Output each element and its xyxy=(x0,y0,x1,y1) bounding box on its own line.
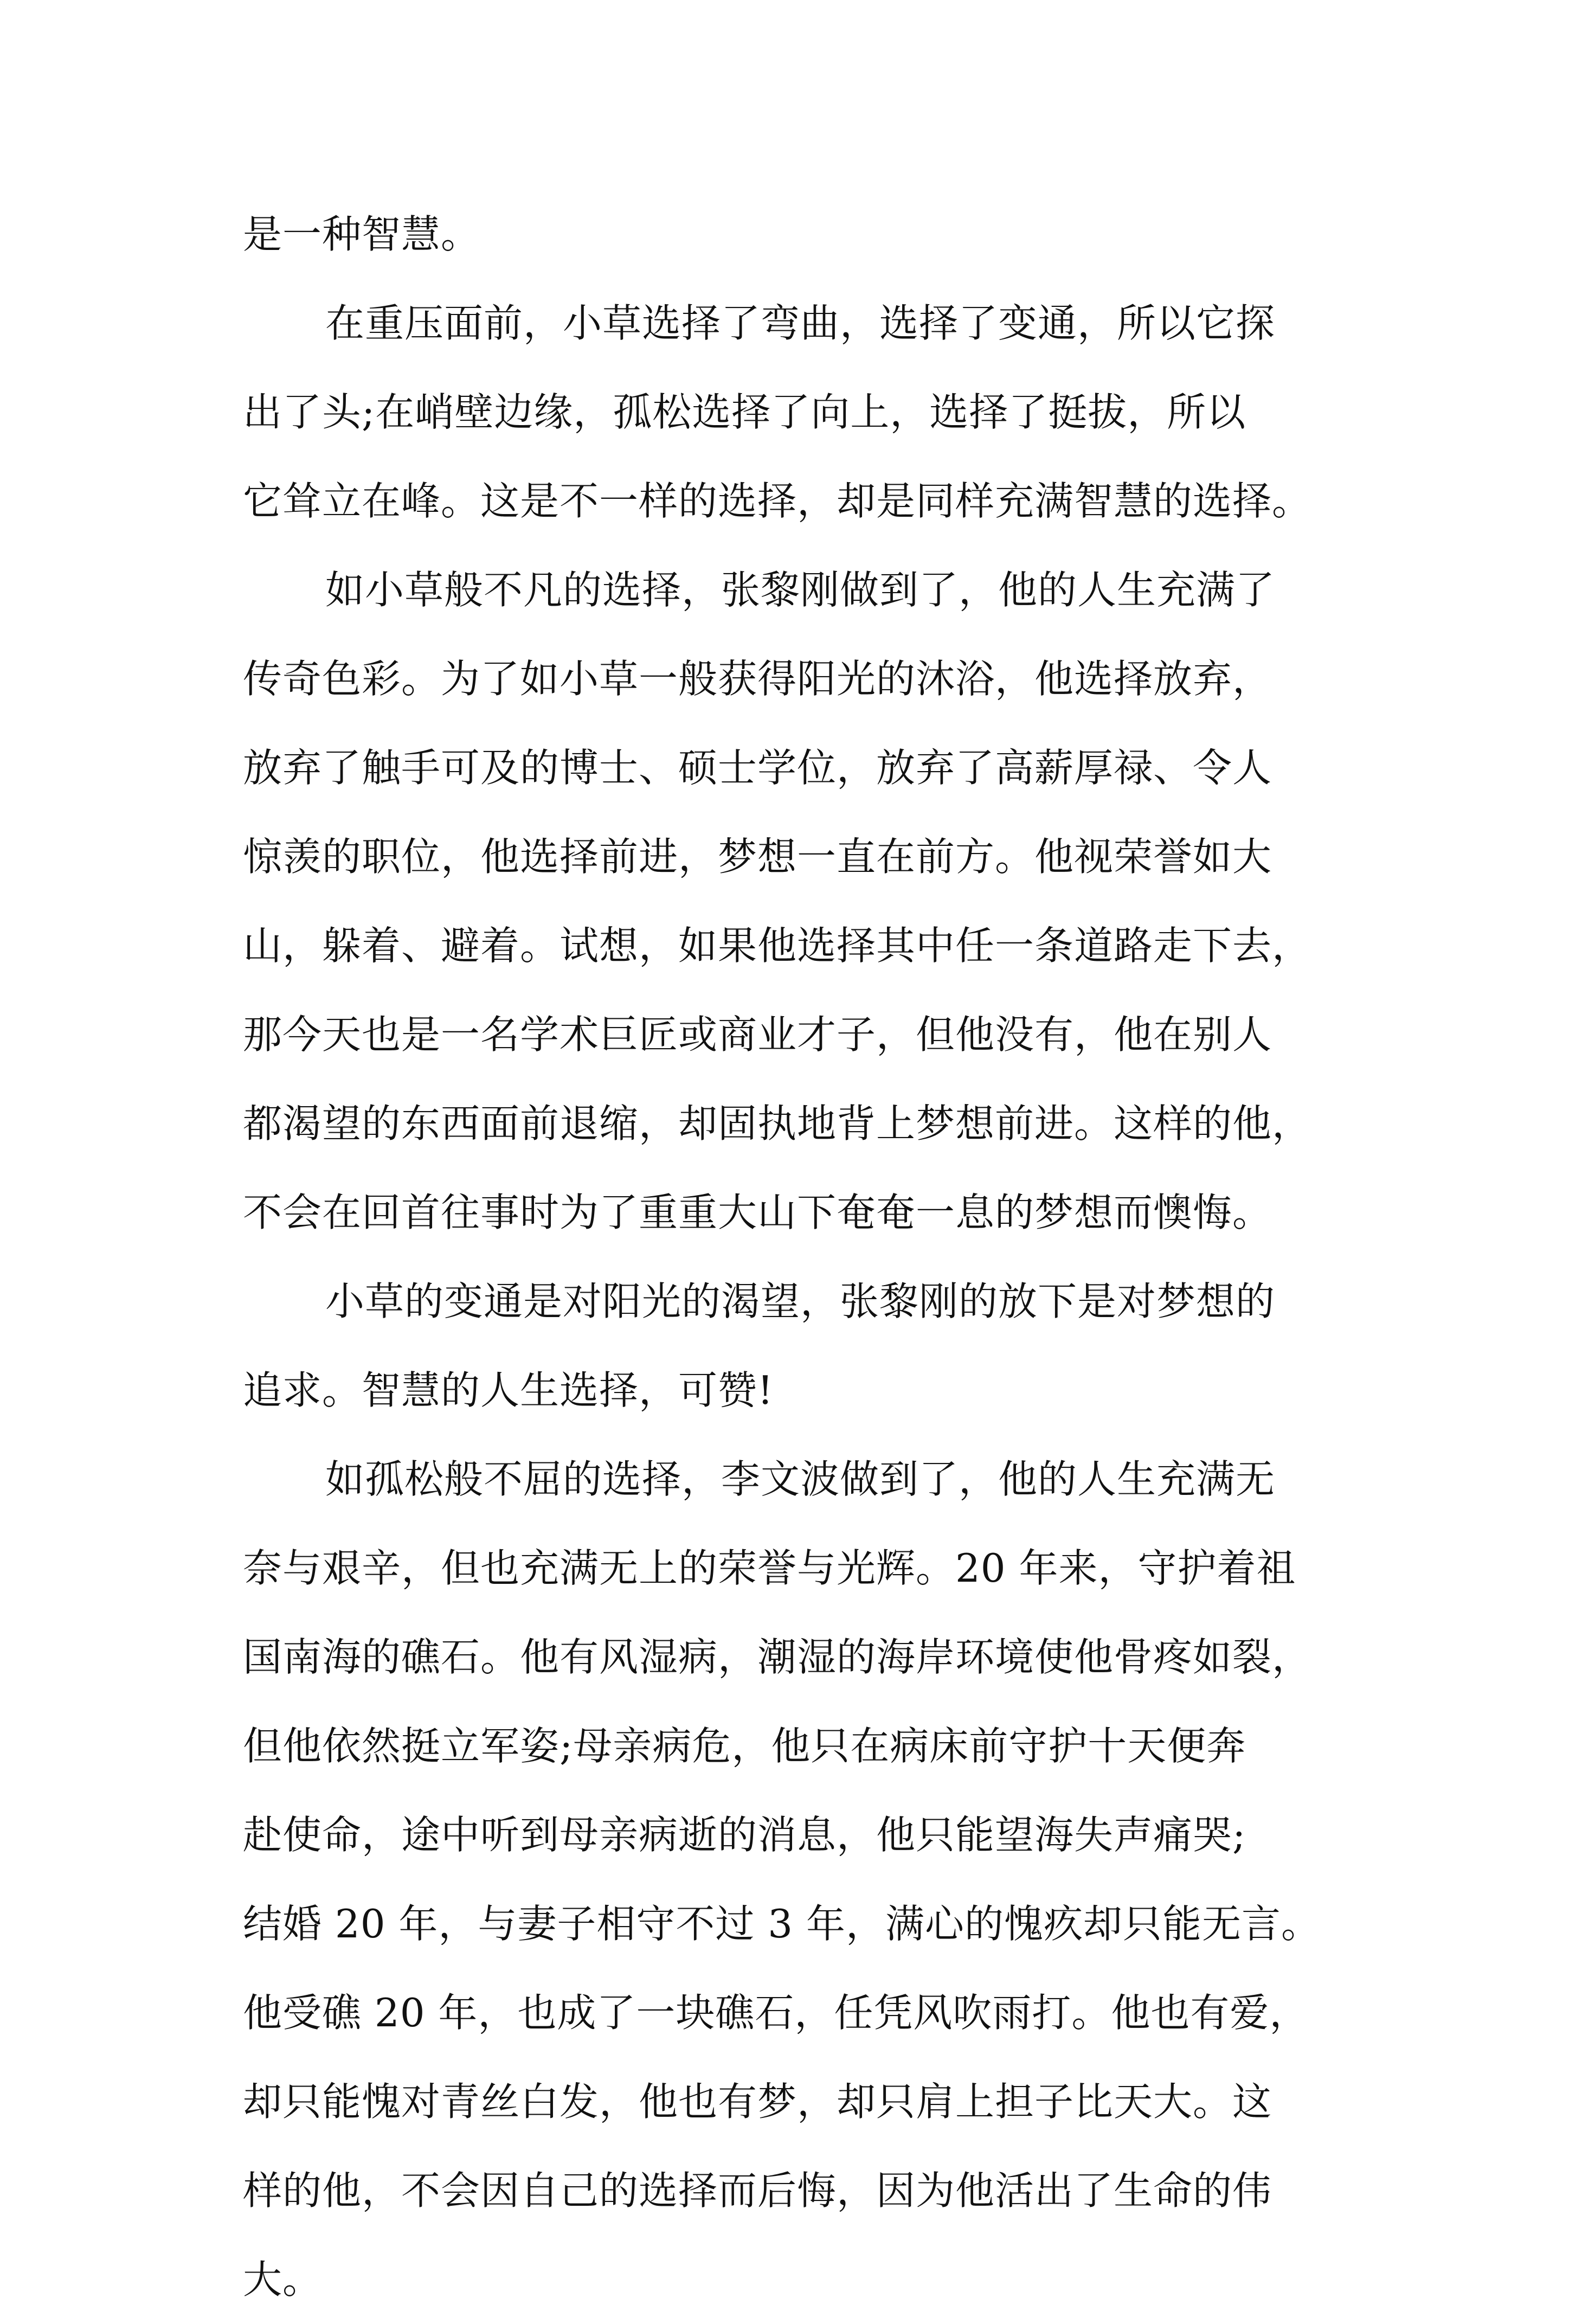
paragraph xyxy=(243,279,1338,545)
text-line: 样的他，不会因自己的选择而后悔，因为他活出了生命的伟 xyxy=(243,2168,1272,2213)
text-line: 如小草般不凡的选择，张黎刚做到了，他的人生充满了 xyxy=(325,567,1276,613)
text-line: 如孤松般不屈的选择，李文波做到了，他的人生充满无 xyxy=(325,1456,1276,1502)
text-line: 那今天也是一名学术巨匠或商业才子，但他没有，他在别人 xyxy=(243,1012,1272,1057)
text-line: 在重压面前，小草选择了弯曲，选择了变通，所以它探 xyxy=(325,300,1276,346)
text-line: 但他依然挺立军姿;母亲病危，他只在病床前守护十天便奔 xyxy=(243,1723,1246,1769)
text-line: 国南海的礁石。他有风湿病，潮湿的海岸环境使他骨疼如裂， xyxy=(243,1634,1312,1680)
text-line: 放弃了触手可及的博士、硕士学位，放弃了高薪厚禄、令人 xyxy=(243,745,1272,791)
text-line: 小草的变通是对阳光的渴望，张黎刚的放下是对梦想的 xyxy=(325,1279,1276,1324)
text-line: 大。 xyxy=(243,2257,323,2302)
text-line: 结婚 20 年，与妻子相守不过 3 年，满心的愧疚却只能无言。 xyxy=(243,1901,1321,1947)
text-line: 都渴望的东西面前退缩，却固执地背上梦想前进。这样的他， xyxy=(243,1101,1312,1146)
paragraph xyxy=(243,545,1338,1257)
text-line: 是一种智慧。 xyxy=(243,211,481,257)
text-line: 赴使命，途中听到母亲病逝的消息，他只能望海失声痛哭; xyxy=(243,1812,1246,1858)
text-line: 传奇色彩。为了如小草一般获得阳光的沐浴，他选择放弃， xyxy=(243,656,1272,702)
text-line: 他受礁 20 年，也成了一块礁石，任凭风吹雨打。他也有爱， xyxy=(243,1990,1309,2036)
document-body xyxy=(243,190,1338,2324)
text-line: 奈与艰辛，但也充满无上的荣誉与光辉。20 年来，守护着祖 xyxy=(243,1545,1296,1591)
text-line: 出了头;在峭壁边缘，孤松选择了向上，选择了挺拔，所以 xyxy=(243,389,1246,435)
text-line: 不会在回首往事时为了重重大山下奄奄一息的梦想而懊悔。 xyxy=(243,1190,1272,1235)
paragraph xyxy=(243,1435,1338,2324)
text-line: 却只能愧对青丝白发，他也有梦，却只肩上担子比天大。这 xyxy=(243,2079,1272,2124)
paragraph xyxy=(243,190,1338,279)
text-line: 它耸立在峰。这是不一样的选择，却是同样充满智慧的选择。 xyxy=(243,478,1312,524)
text-line: 追求。智慧的人生选择，可赞! xyxy=(243,1368,774,1413)
text-line: 山，躲着、避着。试想，如果他选择其中任一条道路走下去， xyxy=(243,923,1312,968)
text-line: 惊羡的职位，他选择前进，梦想一直在前方。他视荣誉如大 xyxy=(243,834,1272,879)
paragraph xyxy=(243,1257,1338,1435)
